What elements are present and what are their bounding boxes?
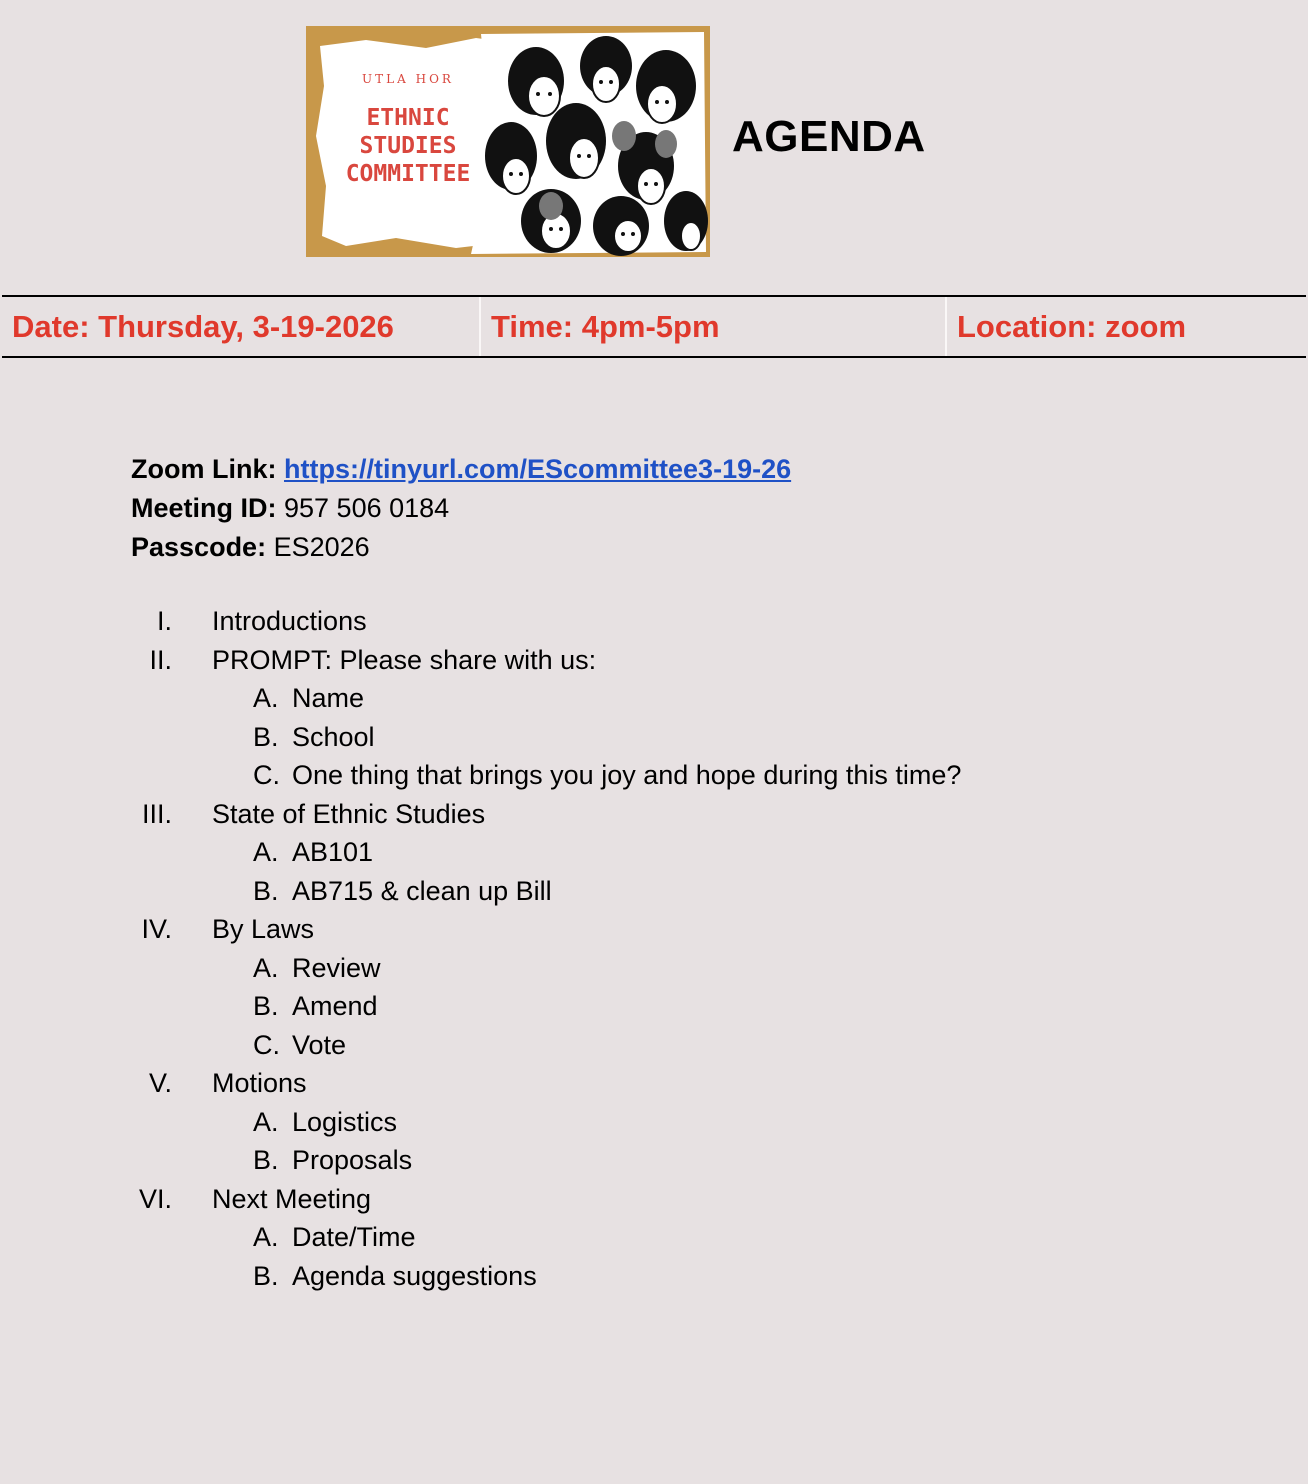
agenda-subitem bbox=[0, 679, 1308, 718]
logo-subtitle: UTLA HOR bbox=[362, 72, 454, 86]
subitem-letter: B. bbox=[253, 991, 279, 1021]
agenda-list bbox=[0, 602, 1308, 1295]
meeting-details bbox=[131, 450, 791, 567]
agenda-numeral: VI. bbox=[138, 1183, 172, 1214]
agenda-numeral: V. bbox=[148, 1068, 172, 1098]
agenda-subitem bbox=[0, 833, 1308, 872]
location-cell: Location: zoom bbox=[957, 308, 1187, 344]
logo-text bbox=[318, 72, 498, 188]
zoom-link[interactable]: https://tinyurl.com/EScommittee3-19-26 bbox=[284, 454, 792, 484]
subitem-text: Name bbox=[292, 683, 365, 713]
agenda-item-text: PROMPT: Please share with us: bbox=[212, 644, 597, 675]
agenda-subitem bbox=[0, 1103, 1308, 1142]
subitem-text: Review bbox=[292, 952, 381, 983]
subitem-letter: A. bbox=[253, 683, 279, 713]
meeting-id-label: Meeting ID: bbox=[131, 493, 277, 523]
subitem-text: AB101 bbox=[292, 837, 374, 867]
agenda-item-text: Next Meeting bbox=[212, 1183, 372, 1214]
agenda-numeral: IV. bbox=[141, 914, 172, 944]
logo-title-line: ETHNIC bbox=[366, 105, 450, 131]
subitem-letter: A. bbox=[253, 1106, 279, 1137]
subitem-text: Proposals bbox=[292, 1145, 413, 1175]
date-cell: Date: Thursday, 3-19-2026 bbox=[2, 297, 481, 356]
subitem-text: Amend bbox=[292, 991, 378, 1021]
passcode-value: ES2026 bbox=[266, 532, 370, 562]
agenda-item-text: Introductions bbox=[212, 606, 367, 636]
subitem-letter: B. bbox=[253, 1145, 279, 1175]
agenda-item-text: Motions bbox=[212, 1068, 307, 1098]
agenda-subitem bbox=[0, 1026, 1308, 1065]
agenda-subitem bbox=[0, 718, 1308, 757]
logo-title-line: STUDIES bbox=[359, 133, 457, 159]
logo-title-line: COMMITTEE bbox=[345, 161, 471, 187]
subitem-letter: C. bbox=[253, 1029, 280, 1060]
subitem-text: AB715 & clean up Bill bbox=[292, 875, 552, 906]
agenda-subitem bbox=[0, 949, 1308, 988]
agenda-subitem bbox=[0, 756, 1308, 795]
agenda-item bbox=[0, 795, 1308, 834]
agenda-item-text: By Laws bbox=[212, 914, 315, 944]
agenda-item bbox=[0, 1064, 1308, 1103]
agenda-item bbox=[0, 910, 1308, 949]
subitem-text: Vote bbox=[292, 1029, 347, 1060]
meeting-info-table bbox=[2, 295, 1306, 358]
zoom-link-row bbox=[131, 450, 791, 489]
subitem-letter: C. bbox=[253, 760, 280, 790]
agenda-subitem bbox=[0, 1141, 1308, 1180]
page-title: AGENDA bbox=[732, 112, 926, 161]
subitem-text: One thing that brings you joy and hope during this time? bbox=[292, 760, 962, 790]
subitem-letter: A. bbox=[253, 837, 279, 867]
subitem-letter: B. bbox=[253, 875, 279, 906]
logo-title bbox=[318, 104, 498, 188]
agenda-item bbox=[0, 602, 1308, 641]
subitem-text: Logistics bbox=[292, 1106, 398, 1137]
passcode-row bbox=[131, 528, 791, 567]
agenda-subitem bbox=[0, 1257, 1308, 1296]
zoom-link-label: Zoom Link: bbox=[131, 454, 277, 484]
subitem-text: Agenda suggestions bbox=[292, 1260, 537, 1291]
agenda-numeral: I. bbox=[156, 606, 172, 636]
subitem-letter: A. bbox=[253, 1222, 279, 1252]
agenda-subitem bbox=[0, 872, 1308, 911]
meeting-id-row bbox=[131, 489, 791, 528]
agenda-item bbox=[0, 1180, 1308, 1219]
agenda-subitem bbox=[0, 987, 1308, 1026]
subitem-text: School bbox=[292, 721, 375, 752]
agenda-numeral: II. bbox=[149, 644, 172, 675]
subitem-letter: A. bbox=[253, 952, 279, 983]
subitem-letter: B. bbox=[253, 1260, 279, 1291]
subitem-text: Date/Time bbox=[292, 1222, 416, 1252]
subitem-letter: B. bbox=[253, 721, 279, 752]
passcode-label: Passcode: bbox=[131, 532, 267, 562]
agenda-numeral: III. bbox=[141, 798, 172, 829]
meeting-id-value: 957 506 0184 bbox=[276, 493, 450, 523]
time-cell: Time: 4pm-5pm bbox=[481, 297, 947, 356]
agenda-subitem bbox=[0, 1218, 1308, 1257]
agenda-item bbox=[0, 641, 1308, 680]
agenda-item-text: State of Ethnic Studies bbox=[212, 798, 486, 829]
committee-logo bbox=[306, 26, 710, 257]
